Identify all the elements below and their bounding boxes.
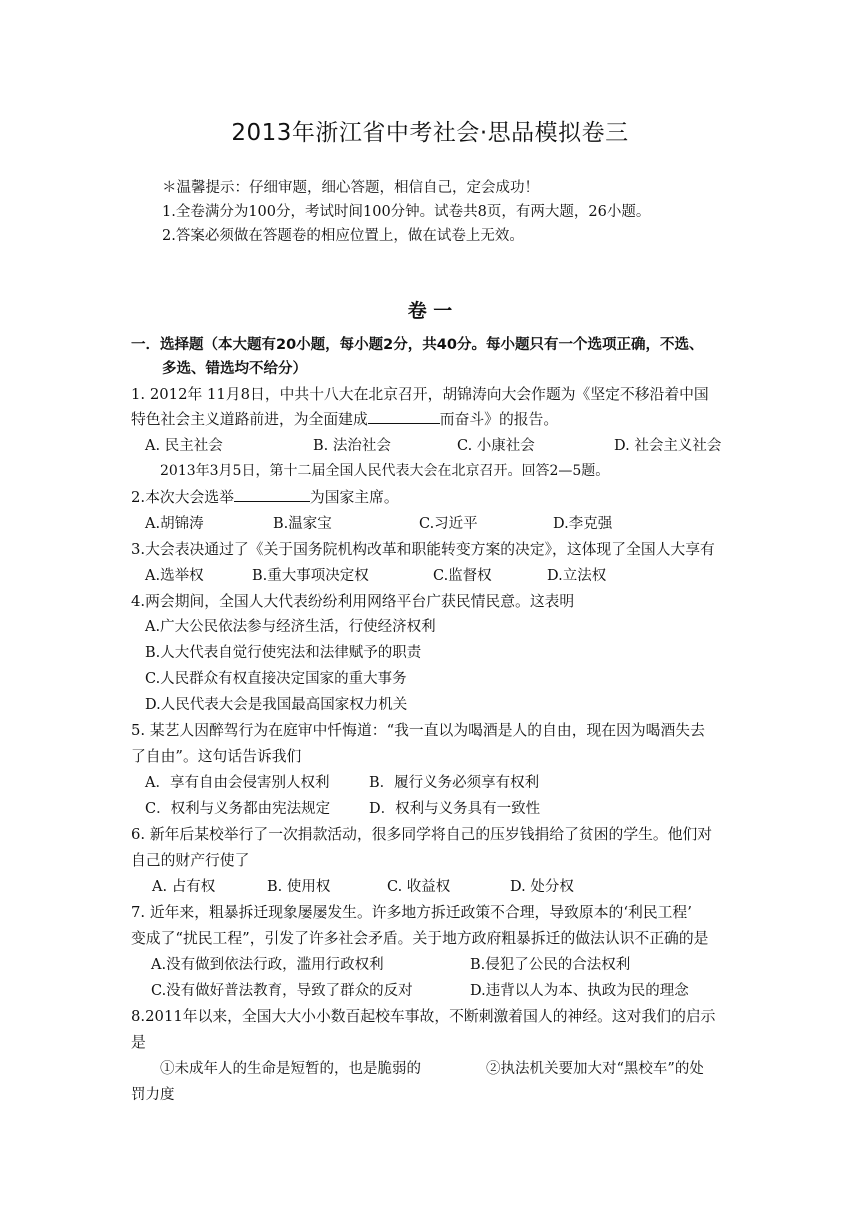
q3-stem: 3.大会表决通过了《关于国务院机构改革和职能转变方案的决定》，这体现了全国人大享有 bbox=[131, 541, 715, 558]
q3-option-d: D.立法权 bbox=[547, 568, 607, 584]
q5-option-b: B．履行义务必须享有权利 bbox=[369, 775, 540, 791]
q1-stem-line2 bbox=[131, 408, 558, 429]
q2-stem bbox=[131, 486, 399, 507]
q7-option-b: B.侵犯了公民的合法权利 bbox=[470, 957, 631, 973]
q7-option-a: A.没有做到依法行政，滥用行政权利 bbox=[151, 957, 384, 973]
q1-stem-pre: 特色社会主义道路前进，为全面建成 bbox=[131, 411, 368, 428]
q8-item-2: ②执法机关要加大对“黑校车”的处 bbox=[486, 1061, 704, 1077]
q2-option-d: D.李克强 bbox=[553, 516, 613, 532]
q6-stem-line2: 自己的财产行使了 bbox=[131, 852, 250, 869]
q4-option-b: B.人大代表自觉行使宪法和法律赋予的职责 bbox=[145, 645, 422, 661]
q2-option-c: C.习近平 bbox=[419, 516, 478, 532]
q6-option-c: C. 收益权 bbox=[387, 879, 451, 895]
q1-stem-post: 而奋斗》的报告。 bbox=[439, 411, 559, 428]
intro-2-5: 2013年3月5日，第十二届全国人民代表大会在北京召开。回答2—5题。 bbox=[160, 463, 610, 479]
q8-stem-line2: 是 bbox=[131, 1034, 146, 1051]
q3-option-b: B.重大事项决定权 bbox=[252, 568, 369, 584]
q8-stem-line1: 8.2011年以来，全国大大小小数百起校车事故，不断刺激着国人的神经。这对我们的启示 bbox=[131, 1008, 716, 1025]
q7-stem-line2: 变成了“扰民工程”，引发了许多社会矛盾。关于地方政府粗暴拆迁的做法认识不正确的是 bbox=[131, 930, 709, 947]
q4-stem: 4.两会期间，全国人大代表纷纷利用网络平台广获民情民意。这表明 bbox=[131, 593, 575, 610]
q2-option-b: B.温家宝 bbox=[273, 516, 332, 532]
q1-option-c: C. 小康社会 bbox=[457, 438, 535, 454]
q4-option-a: A.广大公民依法参与经济生活，行使经济权利 bbox=[145, 619, 436, 635]
page-title: 2013年浙江省中考社会·思品模拟卷三 bbox=[231, 120, 629, 146]
q1-option-d: D. 社会主义社会 bbox=[614, 438, 722, 454]
q7-option-d: D.违背以人为本、执政为民的理念 bbox=[470, 983, 689, 999]
q7-stem-line1: 7. 近年来，粗暴拆迁现象屡屡发生。许多地方拆迁政策不合理，导致原本的‘利民工程’ bbox=[131, 904, 692, 921]
tip-note: ＊温馨提示：仔细审题，细心答题，相信自己，定会成功！ bbox=[162, 180, 539, 196]
q5-stem-line2: 了自由”。这句话告诉我们 bbox=[131, 748, 302, 765]
q1-option-a: A. 民主社会 bbox=[145, 438, 223, 454]
q6-option-a: A. 占有权 bbox=[152, 879, 216, 895]
q3-option-a: A.选举权 bbox=[145, 568, 204, 584]
q1-option-b: B. 法治社会 bbox=[313, 438, 391, 454]
q6-stem-line1: 6. 新年后某校举行了一次捐款活动，很多同学将自己的压岁钱捐给了贫困的学生。他们对 bbox=[131, 826, 713, 843]
q5-option-c: C．权利与义务都由宪法规定 bbox=[145, 801, 331, 817]
answer-blank bbox=[368, 409, 440, 424]
note-2: 2.答案必须做在答题卷的相应位置上，做在试卷上无效。 bbox=[162, 228, 524, 244]
section-heading-line1: 一．选择题（本大题有20小题，每小题2分，共40分。每小题只有一个选项正确，不选、 bbox=[131, 337, 704, 353]
q5-option-d: D．权利与义务具有一致性 bbox=[369, 801, 541, 817]
q2-option-a: A.胡锦涛 bbox=[145, 516, 204, 532]
q8-item-2-continued: 罚力度 bbox=[131, 1087, 175, 1103]
volume-title: 卷 一 bbox=[407, 300, 453, 322]
q2-stem-post: 为国家主席。 bbox=[309, 489, 399, 506]
q6-option-b: B. 使用权 bbox=[267, 879, 331, 895]
answer-blank bbox=[234, 487, 310, 502]
q2-stem-pre: 2.本次大会选举 bbox=[131, 489, 234, 506]
q5-stem-line1: 5. 某艺人因醉驾行为在庭审中忏悔道：“我一直以为喝酒是人的自由，现在因为喝酒失去 bbox=[131, 722, 705, 739]
q4-option-c: C.人民群众有权直接决定国家的重大事务 bbox=[145, 671, 407, 687]
q4-option-d: D.人民代表大会是我国最高国家权力机关 bbox=[145, 697, 408, 713]
q5-option-a: A．享有自由会侵害别人权利 bbox=[145, 775, 330, 791]
q8-item-1: ①未成年人的生命是短暂的，也是脆弱的 bbox=[160, 1061, 421, 1077]
section-heading-line2: 多选、错选均不给分） bbox=[162, 361, 307, 377]
q1-stem-line1: 1. 2012年 11月8日，中共十八大在北京召开，胡锦涛向大会作题为《坚定不移沿着中国 bbox=[131, 386, 709, 403]
q3-option-c: C.监督权 bbox=[433, 568, 492, 584]
q7-option-c: C.没有做好普法教育，导致了群众的反对 bbox=[151, 983, 413, 999]
q6-option-d: D. 处分权 bbox=[510, 879, 574, 895]
note-1: 1.全卷满分为100分，考试时间100分钟。试卷共8页，有两大题，26小题。 bbox=[162, 204, 651, 220]
